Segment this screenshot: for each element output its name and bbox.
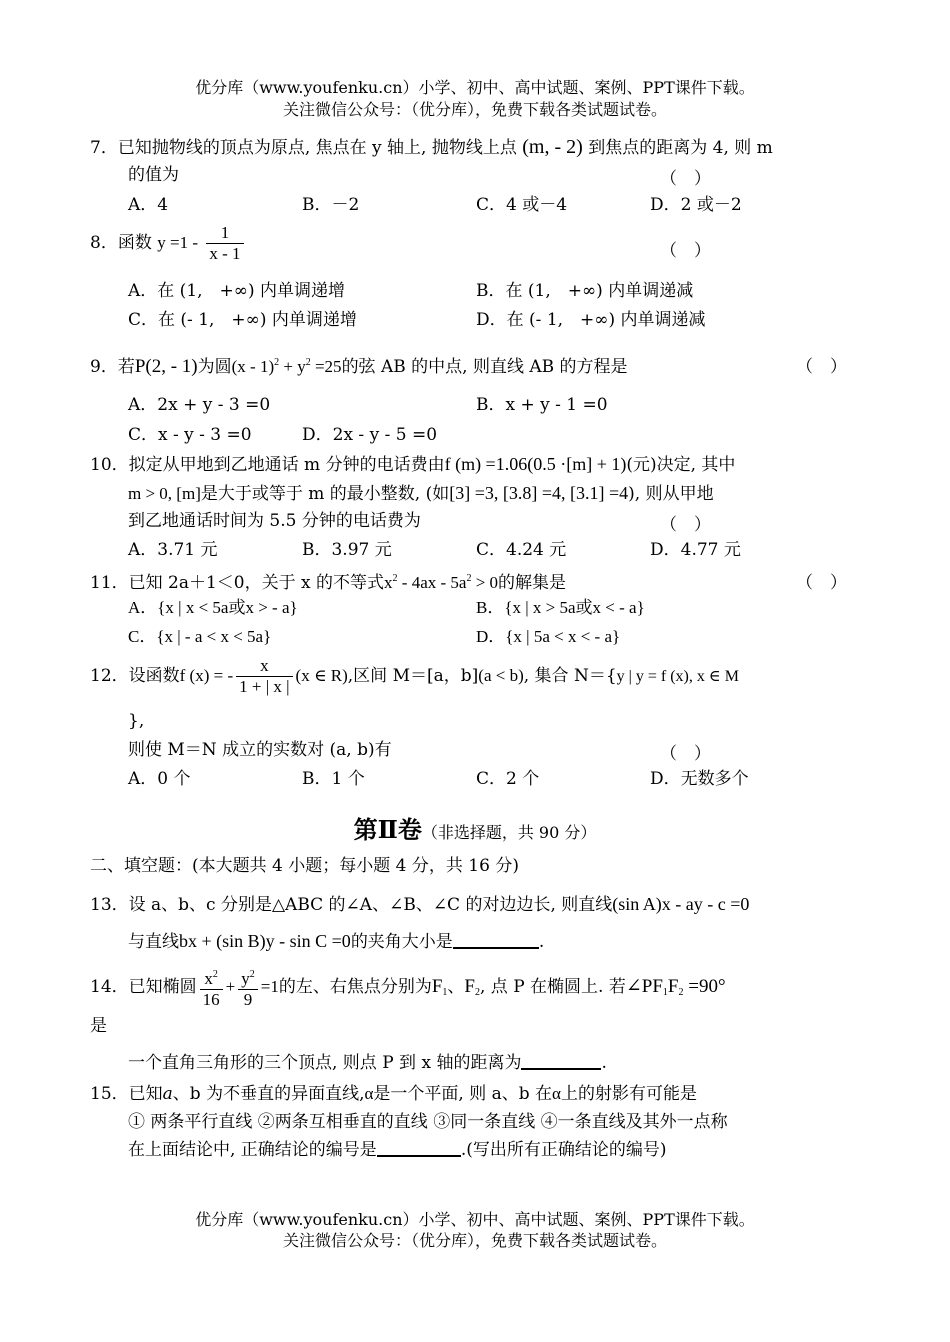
- q10-option-b: B．3.97 元: [302, 540, 392, 560]
- q11-number: 11．: [90, 573, 129, 593]
- q15-line-1: [90, 1083, 697, 1105]
- q14-line-3: [128, 1052, 607, 1074]
- q12-stem-b: ,区间 M＝[a，b]: [347, 666, 479, 686]
- part2-title: [0, 810, 950, 845]
- q11-sq-2: 2: [466, 573, 472, 584]
- q15-line-2: ① 两条平行直线 ②两条互相垂直的直线 ③同一条直线 ④一条直线及其外一点称: [128, 1112, 728, 1132]
- q12-frac-den: 1 + | x |: [239, 677, 290, 696]
- q14-f1-den: 16: [202, 990, 220, 1009]
- q10-option-a: A．3.71 元: [128, 540, 218, 560]
- q10-cond: m > 0, [m]: [128, 484, 201, 503]
- q11-ineq-a: x: [384, 573, 393, 592]
- q10-examples: [3] =3, [3.8] =4, [3.1] =4: [449, 483, 629, 503]
- q15-stem-d: 上的射影有可能是: [560, 1084, 697, 1104]
- q13-number: 13．: [90, 895, 129, 915]
- q10-answer-paren: （ ）: [660, 515, 711, 535]
- q14-line-1: [90, 965, 726, 1010]
- footer-line-1: 优分库（www.youfenku.cn）小学、初中、高中试题、案例、PPT课件下载。: [195, 1210, 755, 1229]
- q13-stem-c: 的夹角大小是: [350, 932, 453, 952]
- q8-answer-paren: （ ）: [660, 241, 711, 261]
- q14-stem-c: , 点 P 在椭圆上. 若: [479, 977, 626, 997]
- q8-option-b: B．在 (1, +∞) 内单调递减: [476, 281, 694, 301]
- q9-stem: [90, 352, 628, 378]
- q9-option-b: B．x + y - 1 =0: [476, 395, 608, 415]
- q11-answer-paren: （ ）: [796, 573, 847, 593]
- q15-alpha-2: α: [552, 1084, 561, 1103]
- q14-f1: $F_1$: [431, 976, 448, 998]
- q10-stem-a: 拟定从甲地到乙地通话 m 分钟的电话费由: [128, 455, 445, 475]
- q12-option-a: A．0 个: [128, 769, 191, 789]
- q8-fraction: [206, 223, 243, 264]
- q7-answer-paren: （ ）: [660, 169, 711, 189]
- q14-sep: 、: [447, 977, 465, 997]
- q14-stem-a: 已知椭圆: [128, 977, 197, 997]
- part2-title-text: 第Ⅱ卷: [353, 815, 422, 844]
- q14-fraction-y: [238, 965, 258, 1010]
- q7-option-b: B．－2: [302, 195, 360, 215]
- q15-line-3: [128, 1139, 666, 1161]
- q15-stem-a: 已知: [128, 1084, 163, 1104]
- q12-number: 12．: [90, 666, 129, 686]
- q9-circle-b: + y: [279, 357, 306, 376]
- q8-frac-den: x - 1: [209, 244, 241, 263]
- q14-f2-den: 9: [243, 990, 253, 1009]
- q9-option-d: D．2x - y - 5 =0: [302, 425, 438, 445]
- q10-option-d: D．4.77 元: [650, 540, 741, 560]
- q12-func-lhs: f (x) = -: [179, 666, 234, 685]
- q11-option-c: C．{x | - a < x < 5a}: [128, 627, 272, 646]
- q12-stem-d: },: [128, 711, 145, 731]
- q13-line1-eq: (sin A)x - ay - c =0: [612, 894, 750, 914]
- q14-eq: =1: [260, 977, 279, 996]
- q8-option-a: A．在 (1, +∞) 内单调递增: [128, 281, 345, 301]
- q14-stem-d: 是: [90, 1016, 107, 1036]
- q14-stem-e: 一个直角三角形的三个顶点, 则点 P 到 x 轴的距离为: [128, 1053, 522, 1073]
- q14-stem-f: .: [601, 1053, 607, 1073]
- q15-answer-blank: [377, 1139, 461, 1157]
- q10-option-c: C．4.24 元: [476, 540, 567, 560]
- q10-stem-e: 到乙地通话时间为 5.5 分钟的电话费为: [128, 511, 421, 531]
- q13-line-1: [90, 893, 749, 916]
- q11-sq-1: 2: [392, 573, 398, 584]
- q14-fraction-x: [200, 965, 223, 1010]
- q13-stem-a: 设 a、b、c 分别是△ABC 的∠A、∠B、∠C 的对边边长, 则直线: [128, 895, 613, 915]
- q15-a-var: a: [162, 1084, 173, 1104]
- q9-option-a: A．2x + y - 3 =0: [128, 395, 271, 415]
- q14-f2: $F_2$: [464, 976, 480, 998]
- q9-point: P(2, - 1): [134, 356, 198, 377]
- q12-stem: [90, 656, 739, 697]
- part2-subtitle: （非选择题，共 90 分）: [421, 823, 597, 842]
- q11-stem: [90, 568, 566, 594]
- q12-set: y | y = f (x), x ∈ M: [616, 668, 739, 685]
- q14-f1-num: $x^2$: [200, 965, 223, 990]
- q15-line-3a: 在上面结论中, 正确结论的编号是: [128, 1140, 377, 1160]
- q8-stem-text: 函数: [117, 233, 152, 253]
- q9-option-c: C．x - y - 3 =0: [128, 425, 252, 445]
- q15-alpha-1: α: [364, 1084, 374, 1103]
- footer-line-2: 关注微信公众号：（优分库），免费下载各类试题试卷。: [282, 1231, 667, 1250]
- q11-option-a: A．{x | x < 5a或x > - a}: [128, 598, 298, 617]
- q8-option-c: C．在 (- 1, +∞) 内单调递增: [128, 310, 357, 330]
- q7-option-c: C．4 或－4: [476, 195, 568, 215]
- q7-number: 7．: [90, 138, 118, 158]
- q10-line-1: [90, 453, 735, 476]
- q7-stem-c: 的值为: [128, 165, 179, 185]
- q14-f2-num: $y^2$: [238, 965, 258, 990]
- q12-option-c: C．2 个: [476, 769, 540, 789]
- q14-answer-blank: [521, 1052, 601, 1070]
- q11-option-b: B．{x | x > 5a或x < - a}: [476, 598, 645, 617]
- q12-cond: (a < b): [478, 666, 524, 685]
- q11-stem-b: 的解集是: [498, 573, 567, 593]
- q7-point: (m, - 2): [522, 136, 583, 158]
- q7-stem: [90, 136, 773, 159]
- q9-stem-c: 的弦 AB 的中点, 则直线 AB 的方程是: [341, 357, 628, 377]
- q12-domain: (x ∈ R): [295, 666, 348, 685]
- q10-stem-b: (元)决定, 其中: [626, 455, 736, 475]
- q8-number: 8．: [90, 233, 118, 253]
- q14-plus: +: [225, 977, 236, 996]
- q10-number: 10．: [90, 455, 129, 475]
- q15-stem-c: 是一个平面, 则 a、b 在: [373, 1084, 553, 1104]
- q14-number: 14．: [90, 977, 129, 997]
- q8-stem: [90, 223, 247, 264]
- q13-answer-blank: [453, 931, 539, 949]
- q9-stem-a: 若: [117, 357, 135, 377]
- q9-sq-2: 2: [305, 357, 311, 368]
- q7-option-d: D．2 或－2: [650, 195, 742, 215]
- header-line-1: 优分库（www.youfenku.cn）小学、初中、高中试题、案例、PPT课件下载。: [195, 78, 755, 97]
- q10-stem-d: ), 则从甲地: [628, 484, 714, 504]
- q8-frac-num: 1: [206, 223, 243, 244]
- q9-stem-b: 为圆: [197, 357, 232, 377]
- q11-stem-a: 已知 2a＋1＜0，关于 x 的不等式: [128, 573, 385, 593]
- q13-line2-eq: bx + (sin B)y - sin C =0: [179, 931, 351, 951]
- q10-formula: f (m) =1.06(0.5 ·[m] + 1): [444, 454, 627, 474]
- q14-stem-b: 的左、右焦点分别为: [278, 977, 432, 997]
- q7-option-a: A．4: [128, 195, 169, 215]
- q14-angle: $\angle PF_1F_2 =90^\circ$: [625, 976, 726, 998]
- q13-line-2: [128, 930, 544, 953]
- q7-stem-b: 到焦点的距离为 4, 则 m: [588, 138, 773, 158]
- q12-fraction: [236, 656, 292, 697]
- q12-stem-a: 设函数: [128, 666, 180, 686]
- q15-stem-b: 、b 为不垂直的异面直线,: [172, 1084, 365, 1104]
- section-fill-in-title: 二、填空题：(本大题共 4 小题；每小题 4 分，共 16 分): [90, 856, 519, 876]
- q12-frac-num: x: [236, 656, 292, 677]
- q9-circle-a: (x - 1): [231, 357, 275, 376]
- q7-stem-a: 已知抛物线的顶点为原点, 焦点在 y 轴上, 抛物线上点: [117, 138, 517, 158]
- q9-sq-1: 2: [274, 357, 280, 368]
- q9-circle-c: =25: [310, 357, 342, 376]
- q12-stem-c: , 集合 N＝{: [523, 666, 617, 686]
- q12-option-d: D．无数多个: [650, 769, 749, 789]
- q13-stem-b: 与直线: [128, 932, 179, 952]
- q10-stem-c: 是大于或等于 m 的最小整数, (如: [200, 484, 450, 504]
- q9-number: 9．: [90, 357, 118, 377]
- q10-line-2: [128, 482, 714, 505]
- q15-line-3b: .(写出所有正确结论的编号): [460, 1140, 667, 1160]
- q9-answer-paren: （ ）: [796, 357, 847, 377]
- q12-option-b: B．1 个: [302, 769, 365, 789]
- q12-stem-e: 则使 M＝N 成立的实数对 (a, b)有: [128, 740, 392, 760]
- header-line-2: 关注微信公众号：（优分库），免费下载各类试题试卷。: [282, 100, 667, 119]
- q11-ineq-c: > 0: [471, 573, 499, 592]
- q8-option-d: D．在 (- 1, +∞) 内单调递减: [476, 310, 706, 330]
- q8-func-lhs: y =1 -: [157, 233, 198, 252]
- q11-option-d: D．{x | 5a < x < - a}: [476, 627, 621, 646]
- q12-answer-paren: （ ）: [660, 744, 711, 764]
- q15-number: 15．: [90, 1084, 129, 1104]
- q11-ineq-b: - 4ax - 5a: [397, 573, 467, 592]
- q13-stem-d: .: [538, 932, 545, 952]
